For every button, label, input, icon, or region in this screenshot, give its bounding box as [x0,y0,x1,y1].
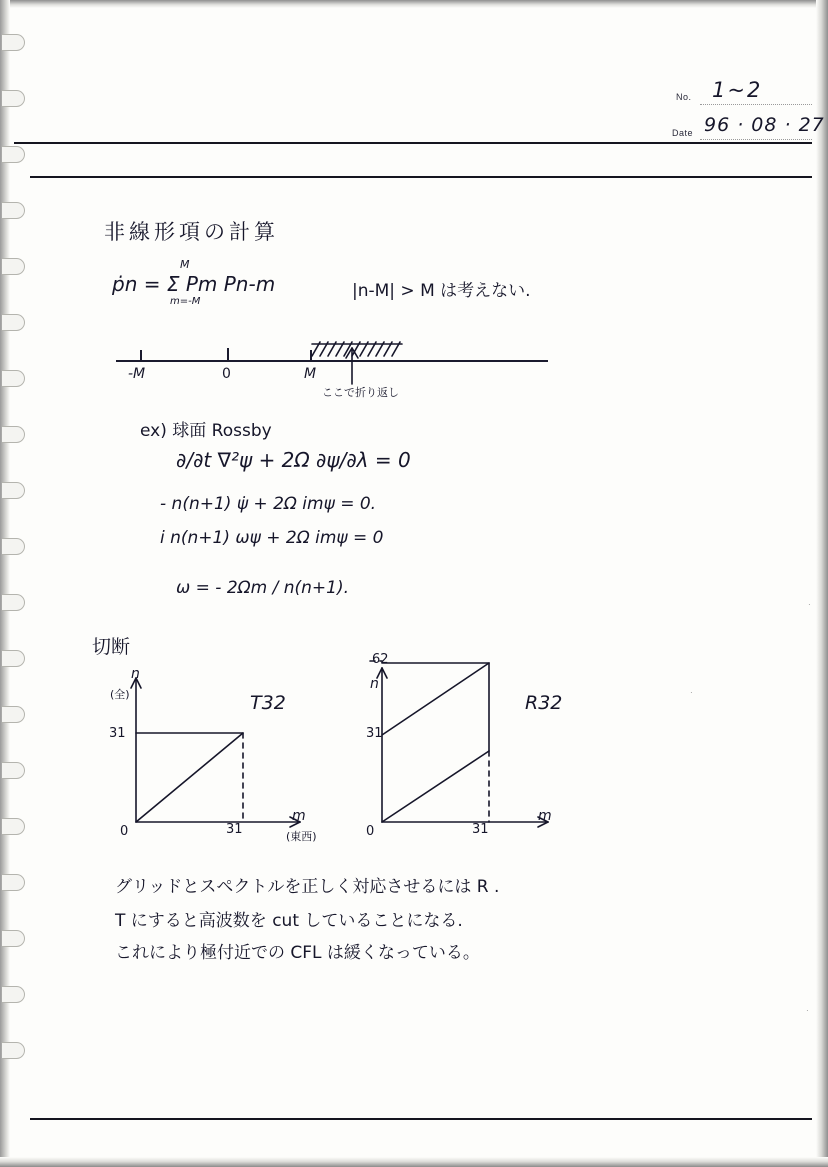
spiral-binding-hole [2,146,25,163]
spiral-binding-hole [2,594,25,611]
spiral-binding-hole [2,426,25,443]
spiral-binding-hole [2,818,25,835]
spiral-binding-hole [2,538,25,555]
conclusion-line-3: これにより極付近での CFL は緩くなっている。 [115,943,480,963]
spiral-binding-hole [2,1042,25,1059]
no-dotted-rule [700,104,812,105]
chart-r32-y-tick-top: 62 [372,652,389,667]
formula-main: ṗn = Σ Pm Pn-m [112,272,276,296]
scan-mark-right-2: · [690,688,693,697]
chart-t32-origin: 0 [120,824,129,839]
example-label: ex) 球面 Rossby [140,421,272,441]
equation-1: ∂/∂t ∇²ψ + 2Ω ∂ψ/∂λ = 0 [176,448,411,472]
spiral-binding-hole [2,874,25,891]
numberline-label-left: -M [128,366,146,382]
chart-t32-x-axis-sub: (東西) [286,830,317,843]
chart-r32-dashed-guides [370,661,489,822]
chart-t32-x-tick: 31 [226,822,243,837]
no-value: 1~2 [712,78,763,102]
chart-r32-origin: 0 [366,824,375,839]
spiral-binding-hole [2,986,25,1003]
equation-2: - n(n+1) ψ̇ + 2Ω imψ = 0. [160,494,377,514]
numberline-label-right: M [304,366,317,382]
no-label: No. [676,92,692,102]
spiral-binding-hole [2,650,25,667]
numberline-hatching [312,342,402,356]
header-rule-top [14,142,812,144]
scan-mark-right-1: · [808,600,811,609]
spiral-binding-hole [2,202,25,219]
chart-r32-title: R32 [525,692,563,714]
truncation-label: 切断 [92,636,131,658]
chart-t32-x-axis-label: m [292,808,306,824]
scan-mark-right-3: · [806,1006,809,1015]
spiral-binding-hole [2,314,25,331]
spiral-binding-hole [2,930,25,947]
page-edge-right [816,0,828,1167]
equation-4: ω = - 2Ωm / n(n+1). [176,578,350,598]
chart-t32-y-axis-label: n [131,666,140,682]
page-edge-top [0,0,828,8]
condition-note: |n-M| > M は考えない. [352,281,531,301]
chart-r32-y-axis-label: n [370,676,379,692]
spiral-binding-hole [2,258,25,275]
numberline-tick-left [140,350,142,362]
date-value: 96 · 08 · 27 [704,114,825,136]
chart-t32-title: T32 [250,692,286,714]
date-label: Date [672,128,694,138]
formula-sum-upper: M [180,258,190,271]
spiral-binding-hole [2,34,25,51]
chart-t32-y-tick: 31 [109,726,126,741]
chart-t32-truncation-line [136,733,243,822]
chart-r32-axes [377,668,548,827]
chart-r32-x-tick: 31 [472,822,489,837]
page-edge-bottom [0,1157,828,1167]
fold-arrow [346,348,358,384]
equation-3: i n(n+1) ωψ + 2Ω imψ = 0 [160,528,384,548]
date-dotted-rule [700,139,812,140]
conclusion-line-1: グリッドとスペクトルを正しく対応させるには R . [115,877,500,897]
header-rule-bottom [30,176,812,178]
spiral-binding-hole [2,706,25,723]
chart-t32-y-axis-sub: (全) [110,688,130,701]
chart-r32-truncation-parallelogram [382,663,489,822]
conclusion-line-2: T にすると高波数を cut していることになる. [115,911,463,931]
numberline-axis [116,360,548,362]
formula-sum-lower: m=-M [170,296,201,307]
spiral-binding-hole [2,762,25,779]
fold-note: ここで折り返し [322,386,399,399]
numberline-tick-right [310,350,312,362]
chart-r32-y-tick: 31 [366,726,383,741]
numberline-label-center: 0 [222,366,231,382]
section-title: 非線形項の計算 [104,220,279,244]
numberline-tick-center [227,348,229,362]
spiral-binding-hole [2,482,25,499]
chart-r32-x-axis-label: m [538,808,552,824]
footer-rule [30,1118,812,1120]
spiral-binding-hole [2,90,25,107]
spiral-binding-hole [2,370,25,387]
